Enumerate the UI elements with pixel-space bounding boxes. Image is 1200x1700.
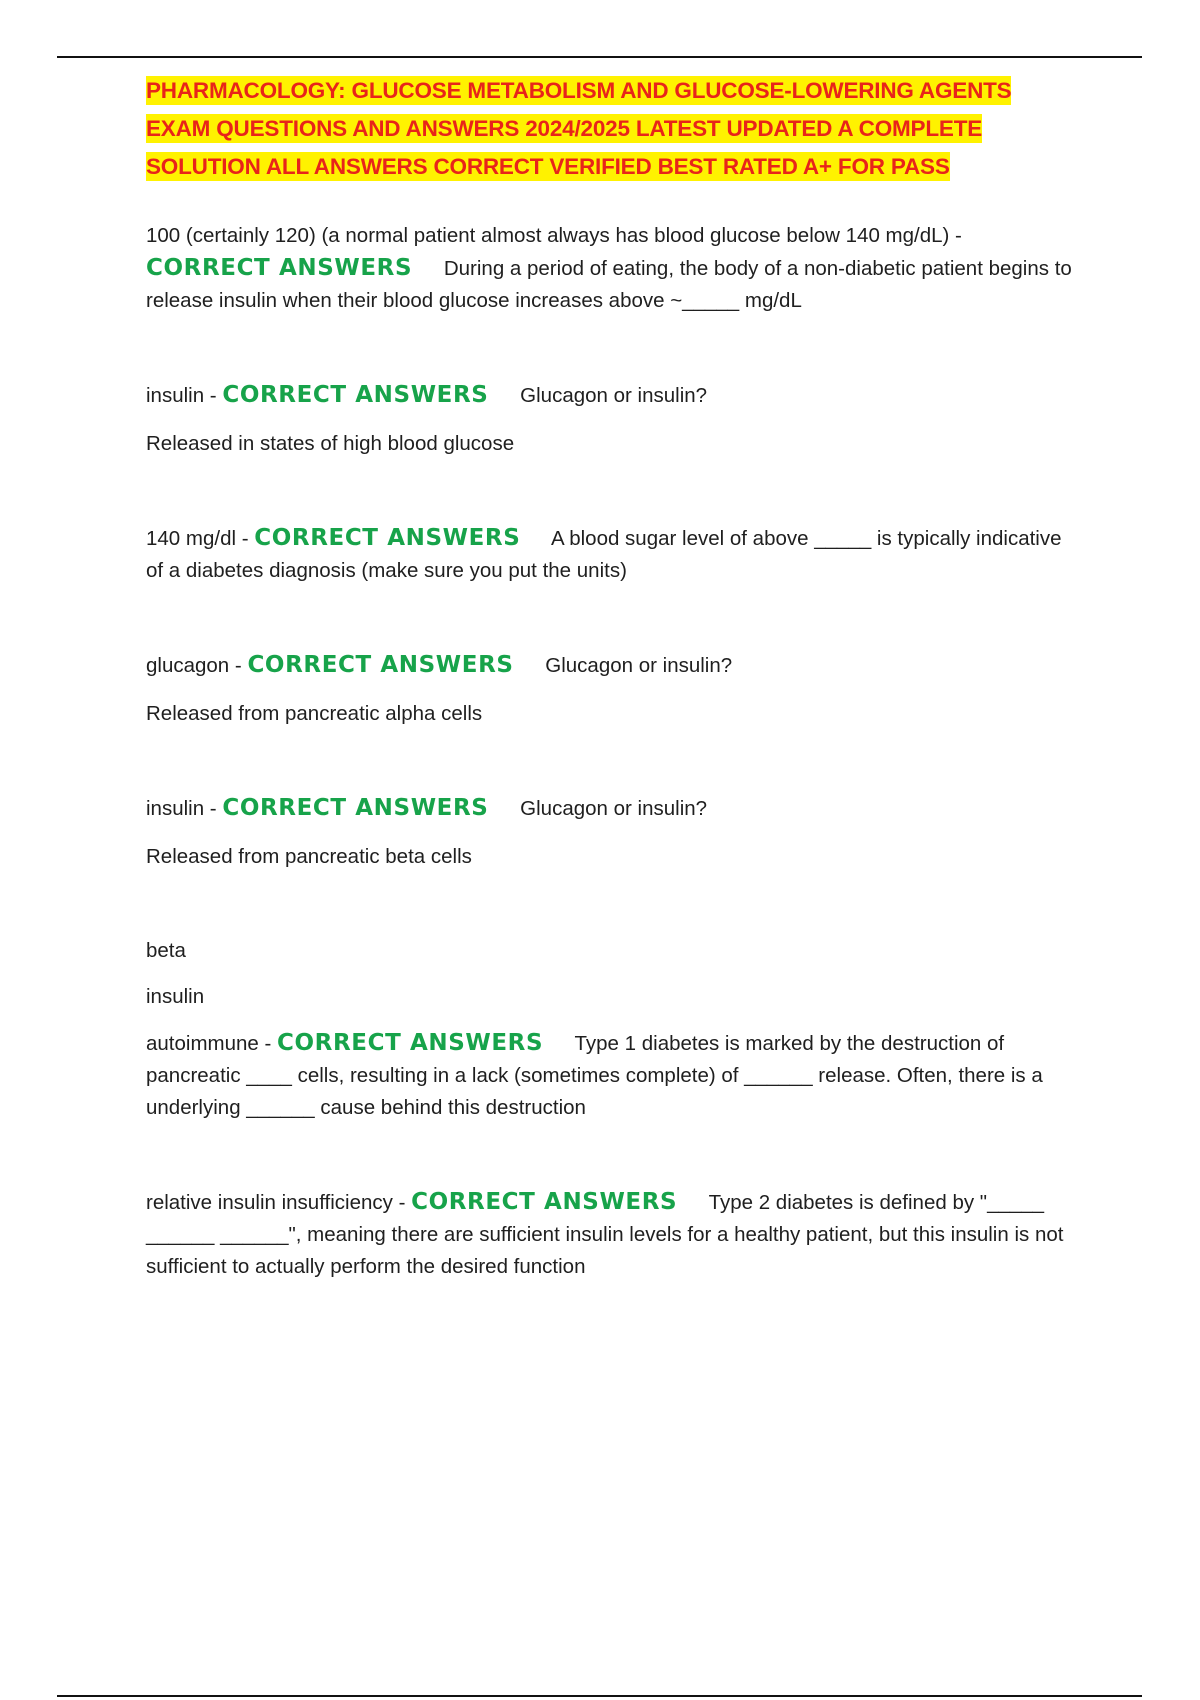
correct-answers-label: CORRECT ANSWERS	[254, 525, 521, 551]
qa-item	[146, 935, 1081, 1124]
answer-text: insulin -	[146, 797, 217, 820]
correct-answers-label: CORRECT ANSWERS	[222, 795, 489, 821]
answer-text: 100 (certainly 120) (a normal patient almost always has blood glucose below 140 mg/dL) -	[146, 224, 962, 247]
question-text: Type 1 diabetes is marked by the destruction of pancreatic ____ cells, resulting in a lack (sometimes complete) of ______ release. Often, there is a underlying ______ cause behind this destruction	[146, 1032, 1043, 1119]
question-text: During a period of eating, the body of a non-diabetic patient begins to release insulin when their blood glucose increases above ~_____ mg/dL	[146, 257, 1072, 312]
question-text: Type 2 diabetes is defined by "_____ ______ ______", meaning there are sufficient insulin levels for a healthy patient, but this insulin is not sufficient to actually perform the desired function	[146, 1191, 1064, 1278]
document-title: PHARMACOLOGY: GLUCOSE METABOLISM AND GLUCOSE-LOWERING AGENTS EXAM QUESTIONS AND ANSWERS 2024/2025 LATEST UPDATED A COMPLETE SOLUTION ALL ANSWERS CORRECT VERIFIED BEST RATED A+ FOR PASS	[146, 78, 1012, 179]
question-text: A blood sugar level of above _____ is typically indicative of a diabetes diagnosis (make sure you put the units)	[146, 527, 1062, 582]
answer-line: insulin	[146, 985, 205, 1008]
qa-item	[146, 522, 1081, 587]
question-detail: Released from pancreatic alpha cells	[146, 702, 483, 725]
qa-item	[146, 649, 1081, 730]
question-detail: Released from pancreatic beta cells	[146, 845, 472, 868]
correct-answers-label: CORRECT ANSWERS	[247, 652, 514, 678]
qa-item	[146, 792, 1081, 873]
question-text: Glucagon or insulin?	[520, 384, 708, 407]
qa-item	[146, 1186, 1081, 1283]
answer-text: autoimmune -	[146, 1032, 272, 1055]
question-text: Glucagon or insulin?	[545, 654, 733, 677]
answer-line: beta	[146, 939, 186, 962]
correct-answers-label: CORRECT ANSWERS	[222, 382, 489, 408]
correct-answers-label: CORRECT ANSWERS	[277, 1030, 544, 1056]
question-text: Glucagon or insulin?	[520, 797, 708, 820]
qa-item	[146, 220, 1081, 317]
answer-text: insulin -	[146, 384, 217, 407]
answer-text: 140 mg/dl -	[146, 527, 249, 550]
answer-text: relative insulin insufficiency -	[146, 1191, 406, 1214]
document-page	[146, 72, 1081, 1283]
answer-text: glucagon -	[146, 654, 242, 677]
top-rule	[57, 56, 1142, 58]
correct-answers-label: CORRECT ANSWERS	[411, 1189, 678, 1215]
correct-answers-label: CORRECT ANSWERS	[146, 255, 413, 281]
question-detail: Released in states of high blood glucose	[146, 432, 515, 455]
qa-item	[146, 379, 1081, 460]
bottom-rule	[57, 1695, 1142, 1697]
